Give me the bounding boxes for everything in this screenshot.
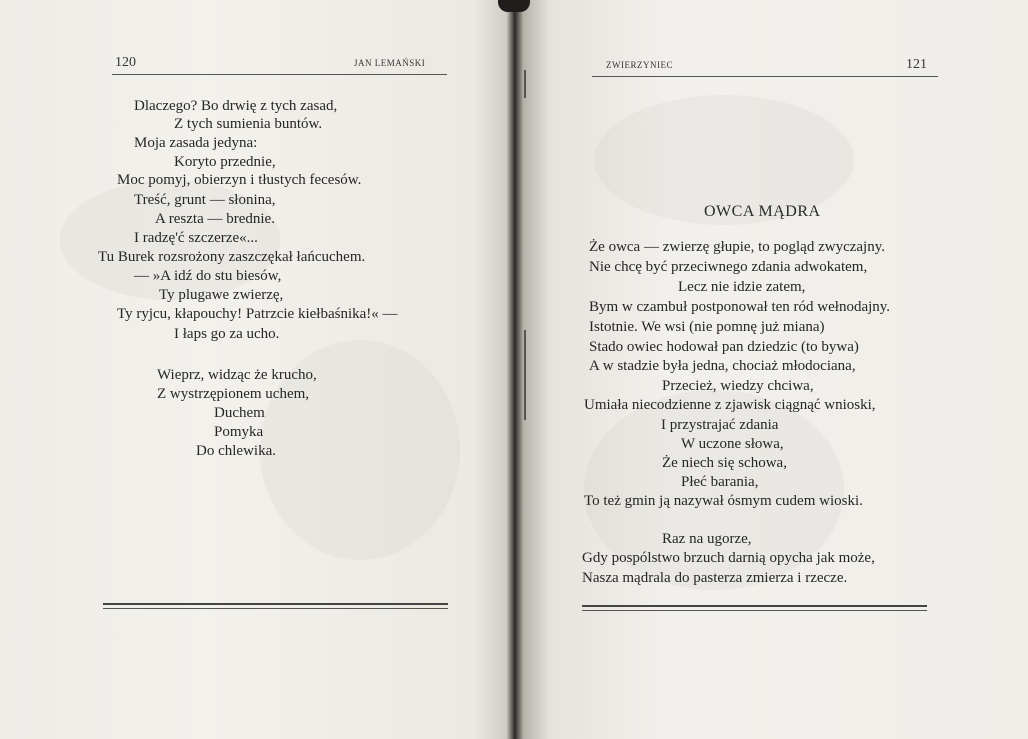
verse-line: Treść, grunt — słonina, bbox=[134, 192, 276, 208]
verse-line: Dlaczego? Bo drwię z tych zasad, bbox=[134, 98, 338, 114]
book-spine-shadow bbox=[498, 0, 530, 12]
verse-line: To też gmin ją nazywał ósmym cudem wioski. bbox=[584, 493, 863, 509]
gutter-mark bbox=[524, 330, 526, 420]
right-page bbox=[514, 0, 1028, 739]
verse-line: Lecz nie idzie zatem, bbox=[678, 279, 806, 295]
page-number: 121 bbox=[906, 57, 927, 72]
footer-rule bbox=[582, 610, 927, 611]
verse-line: Stado owiec hodował pan dziedzic (to bywa) bbox=[589, 339, 859, 355]
verse-line: A w stadzie była jedna, chociaż młodociana, bbox=[589, 358, 856, 374]
page-number: 120 bbox=[115, 55, 136, 70]
verse-line: Koryto przednie, bbox=[174, 154, 276, 170]
verse-line: Z wystrzępionem uchem, bbox=[157, 386, 310, 402]
verse-line: Ty ryjcu, kłapouchy! Patrzcie kiełbaśnika!« — bbox=[117, 306, 398, 322]
verse-line: I radzę'ć szczerze«... bbox=[134, 230, 258, 246]
verse-line: Moc pomyj, obierzyn i tłustych fecesów. bbox=[117, 172, 362, 188]
verse-line: Przecież, wiedzy chciwa, bbox=[662, 378, 814, 394]
verse-line: Ty plugawe zwierzę, bbox=[159, 287, 284, 303]
footer-rule bbox=[582, 605, 927, 607]
verse-line: Nie chcę być przeciwnego zdania adwokatem, bbox=[589, 259, 868, 275]
verse-line: Tu Burek rozsrożony zaszczękał łańcuchem. bbox=[98, 249, 366, 265]
verse-line: Że owca — zwierzę głupie, to pogląd zwyczajny. bbox=[589, 239, 885, 255]
verse-line: A reszta — brednie. bbox=[155, 211, 275, 227]
verse-line: Płeć barania, bbox=[681, 474, 759, 490]
header-rule bbox=[592, 76, 938, 77]
verse-line: Gdy pospólstwo brzuch darnią opycha jak może, bbox=[582, 550, 875, 566]
verse-line: Nasza mądrala do pasterza zmierza i rzecze. bbox=[582, 570, 848, 586]
verse-line: Do chlewika. bbox=[196, 443, 276, 459]
verse-line: Raz na ugorze, bbox=[662, 531, 752, 547]
verse-line: Bym w czambuł postponował ten ród wełnodajny. bbox=[589, 299, 891, 315]
running-header: JAN LEMAŃSKI bbox=[354, 58, 426, 68]
verse-line: Umiała niecodzienne z zjawisk ciągnąć wnioski, bbox=[584, 397, 876, 413]
verse-line: Wieprz, widząc że krucho, bbox=[157, 367, 317, 383]
verse-line: W uczone słowa, bbox=[681, 436, 784, 452]
poem-title: OWCA MĄDRA bbox=[704, 203, 821, 220]
running-header: ZWIERZYNIEC bbox=[606, 60, 673, 70]
gutter-mark bbox=[524, 70, 526, 98]
header-rule bbox=[112, 74, 447, 75]
verse-line: Pomyka bbox=[214, 424, 264, 440]
verse-line: Że niech się schowa, bbox=[662, 455, 787, 471]
verse-line: I przystrajać zdania bbox=[661, 417, 779, 433]
footer-rule bbox=[103, 608, 448, 609]
verse-line: Moja zasada jedyna: bbox=[134, 135, 258, 151]
verse-line: — »A idź do stu biesów, bbox=[134, 268, 282, 284]
verse-line: Z tych sumienia buntów. bbox=[174, 116, 323, 132]
footer-rule bbox=[103, 603, 448, 605]
verse-line: I łaps go za ucho. bbox=[174, 326, 280, 342]
book-spine bbox=[506, 0, 522, 739]
verse-line: Duchem bbox=[214, 405, 265, 421]
verse-line: Istotnie. We wsi (nie pomnę już miana) bbox=[589, 319, 825, 335]
